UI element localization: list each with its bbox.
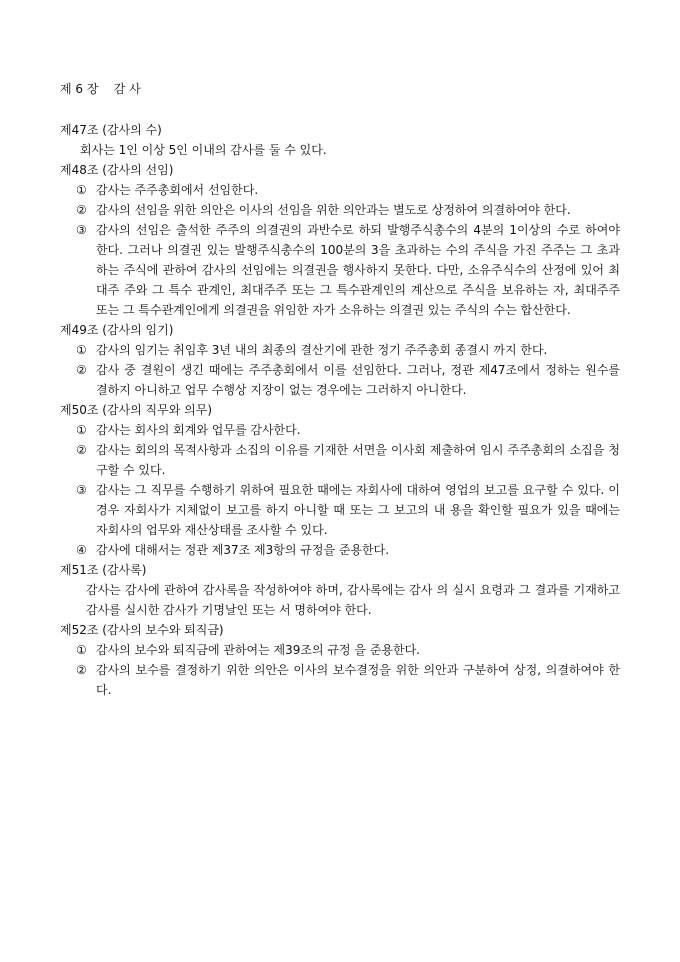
clause-item	[60, 440, 620, 480]
clause-item	[60, 340, 620, 360]
clause-number: ④	[76, 543, 87, 557]
article-47	[60, 120, 620, 160]
clause-text: 감사의 선임을 위한 의안은 이사의 선임을 위한 의안과는 별도로 상정하여 의결하여야 한다.	[96, 203, 571, 217]
clause-text: 감사 중 결원이 생긴 때에는 주주총회에서 이를 선임한다. 그러나, 정관 제47조에서 정하는 원수를 결하지 아니하고 업무 수행상 지장이 없는 경우에는 그러하지 아니한다.	[96, 363, 620, 397]
article-50	[60, 400, 620, 560]
clause-number: ②	[76, 663, 87, 677]
clause-number: ③	[76, 483, 87, 497]
clause-text: 감사는 회의의 목적사항과 소집의 이유를 기재한 서면을 이사회 제출하여 임시 주주총회의 소집을 청구할 수 있다.	[96, 443, 620, 477]
article-title: 제51조 (감사록)	[60, 563, 147, 577]
article-paragraph: 감사는 감사에 관하여 감사록을 작성하여야 하며, 감사록에는 감사 의 실시 요령과 그 결과를 기재하고 감사를 실시한 감사가 기명날인 또는 서 명하여야 한다.	[86, 583, 620, 617]
document-body	[60, 120, 620, 700]
clause-number: ①	[76, 343, 87, 357]
article-49	[60, 320, 620, 400]
clause-text: 감사에 대해서는 정관 제37조 제3항의 규정을 준용한다.	[96, 543, 390, 557]
article-paragraph: 회사는 1인 이상 5인 이내의 감사를 둘 수 있다.	[80, 143, 327, 157]
article-48	[60, 160, 620, 320]
clause-item	[60, 420, 620, 440]
chapter-title: 제 6 장 감 사	[60, 82, 141, 96]
clause-text: 감사는 그 직무를 수행하기 위하여 필요한 때에는 자회사에 대하여 영업의 보고를 요구할 수 있다. 이 경우 자회사가 지체없이 보고를 하지 아니할 때 또는 그 보고의 내 용을 확인할 필요가 있을 때에는 자회사의 업무와 재산상태를 조사할 수 있다.	[96, 483, 620, 537]
clause-item	[60, 660, 620, 700]
article-title: 제49조 (감사의 임기)	[60, 323, 174, 337]
clause-item	[60, 200, 620, 220]
clause-text: 감사는 회사의 회계와 업무를 감사한다.	[96, 423, 301, 437]
clause-number: ②	[76, 203, 87, 217]
article-title: 제52조 (감사의 보수와 퇴직금)	[60, 623, 224, 637]
clause-text: 감사의 임기는 취임후 3년 내의 최종의 결산기에 관한 정기 주주총회 종결시 까지 한다.	[96, 343, 548, 357]
article-51	[60, 560, 620, 620]
clause-text: 감사의 선임은 출석한 주주의 의결권의 과반수로 하되 발행주식총수의 4분의 1이상의 수로 하여야 한다. 그러나 의결권 있는 발행주식총수의 100분의 3을 초과하는 수의 주식을 가진 주주는 그 초과하는 주식에 관하여 감사의 선임에는 의결권을 행사하지 못한다. 다만, 소유주식수의 산정에 있어 최대주 주와 그 특수 관계인, 최대주주 또는 그 특수관계인의 계산으로 주식을 보유하는 자, 최대주주 또는 그 특수관계인에게 의결권을 위임한 자가 소유하는 의결권 있는 주식의 수는 합산한다.	[96, 223, 620, 317]
clause-number: ③	[76, 223, 87, 237]
clause-item	[60, 640, 620, 660]
clause-number: ②	[76, 443, 87, 457]
clause-item	[60, 360, 620, 400]
clause-item	[60, 220, 620, 320]
clause-number: ①	[76, 183, 87, 197]
clause-item	[60, 480, 620, 540]
article-title: 제48조 (감사의 선임)	[60, 163, 174, 177]
article-title: 제50조 (감사의 직무와 의무)	[60, 403, 212, 417]
clause-number: ①	[76, 643, 87, 657]
clause-text: 감사는 주주총회에서 선임한다.	[96, 183, 259, 197]
clause-text: 감사의 보수와 퇴직금에 관하여는 제39조의 규정 을 준용한다.	[96, 643, 420, 657]
clause-item	[60, 540, 620, 560]
clause-number: ①	[76, 423, 87, 437]
article-title: 제47조 (감사의 수)	[60, 123, 162, 137]
clause-number: ②	[76, 363, 87, 377]
clause-text: 감사의 보수를 결정하기 위한 의안은 이사의 보수결정을 위한 의안과 구분하여 상정, 의결하여야 한다.	[96, 663, 620, 697]
article-52	[60, 620, 620, 700]
clause-item	[60, 180, 620, 200]
